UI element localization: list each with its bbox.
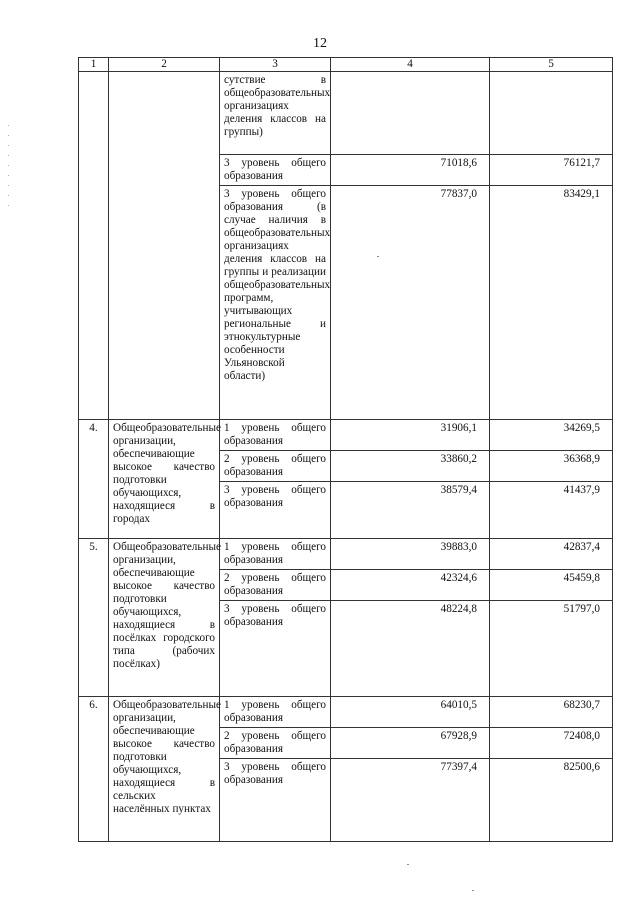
- scan-speck: [472, 890, 474, 891]
- value-col5: 82500,6: [490, 759, 613, 842]
- education-level: 1 уровень общего образования: [220, 539, 331, 570]
- norms-table: [78, 57, 613, 842]
- value-col5: 51797,0: [490, 601, 613, 697]
- education-level: сутствие в общеобразовательных организациях деления классов на группы): [220, 72, 331, 155]
- row-number: 5.: [79, 539, 109, 697]
- education-level: 2 уровень общего образования: [220, 570, 331, 601]
- column-header: 1: [79, 58, 109, 72]
- margin-marks: [8, 125, 12, 215]
- value-col5: 41437,9: [490, 482, 613, 539]
- education-level: 2 уровень общего образования: [220, 728, 331, 759]
- value-col5: 83429,1: [490, 186, 613, 420]
- value-col5: 68230,7: [490, 697, 613, 728]
- value-col4: 71018,6: [331, 155, 490, 186]
- value-col4: 42324,6: [331, 570, 490, 601]
- row-number: [79, 72, 109, 420]
- scan-speck: [407, 864, 409, 865]
- education-level: 3 уровень общего образования: [220, 601, 331, 697]
- value-col5: [490, 72, 613, 155]
- column-header: 3: [220, 58, 331, 72]
- column-header: 4: [331, 58, 490, 72]
- table-row: [79, 697, 613, 728]
- value-col4: 33860,2: [331, 451, 490, 482]
- education-level: 1 уровень общего образования: [220, 697, 331, 728]
- value-col4: 77837,0: [331, 186, 490, 420]
- value-col4: 77397,4: [331, 759, 490, 842]
- organization-type: Общеобразовательные организации, обеспечивающие высокое качество подготовки обучающихся, находящиеся в посёлках городского типа (рабочих посёлках): [109, 539, 220, 697]
- column-header: 5: [490, 58, 613, 72]
- column-header: 2: [109, 58, 220, 72]
- value-col4: 39883,0: [331, 539, 490, 570]
- education-level: 1 уровень общего образования: [220, 420, 331, 451]
- value-col4: [331, 72, 490, 155]
- value-col4: 31906,1: [331, 420, 490, 451]
- page-number: 12: [313, 36, 327, 51]
- education-level: 3 уровень общего образования (в случае наличия в общеобразовательных организациях деления классов на группы и реализации общеобразовательных программ, учитывающих региональные и этнокультурные особенности Ульяновской области): [220, 186, 331, 420]
- education-level: 3 уровень общего образования: [220, 482, 331, 539]
- education-level: 3 уровень общего образования: [220, 759, 331, 842]
- table-row: [79, 539, 613, 570]
- row-number: 4.: [79, 420, 109, 539]
- table-row: [79, 420, 613, 451]
- row-number: 6.: [79, 697, 109, 842]
- value-col5: 76121,7: [490, 155, 613, 186]
- value-col4: 67928,9: [331, 728, 490, 759]
- organization-type: Общеобразовательные организации, обеспечивающие высокое качество подготовки обучающихся, находящиеся в городах: [109, 420, 220, 539]
- education-level: 2 уровень общего образования: [220, 451, 331, 482]
- value-col5: 42837,4: [490, 539, 613, 570]
- value-col4: 38579,4: [331, 482, 490, 539]
- value-col5: 34269,5: [490, 420, 613, 451]
- education-level: 3 уровень общего образования: [220, 155, 331, 186]
- value-col5: 45459,8: [490, 570, 613, 601]
- table-row: [79, 72, 613, 155]
- organization-type: Общеобразовательные организации, обеспечивающие высокое качество подготовки обучающихся, находящиеся в сельских населённых пунктах: [109, 697, 220, 842]
- value-col5: 72408,0: [490, 728, 613, 759]
- organization-type: [109, 72, 220, 420]
- table-header-row: [79, 58, 613, 72]
- value-col4: 48224,8: [331, 601, 490, 697]
- value-col5: 36368,9: [490, 451, 613, 482]
- value-col4: 64010,5: [331, 697, 490, 728]
